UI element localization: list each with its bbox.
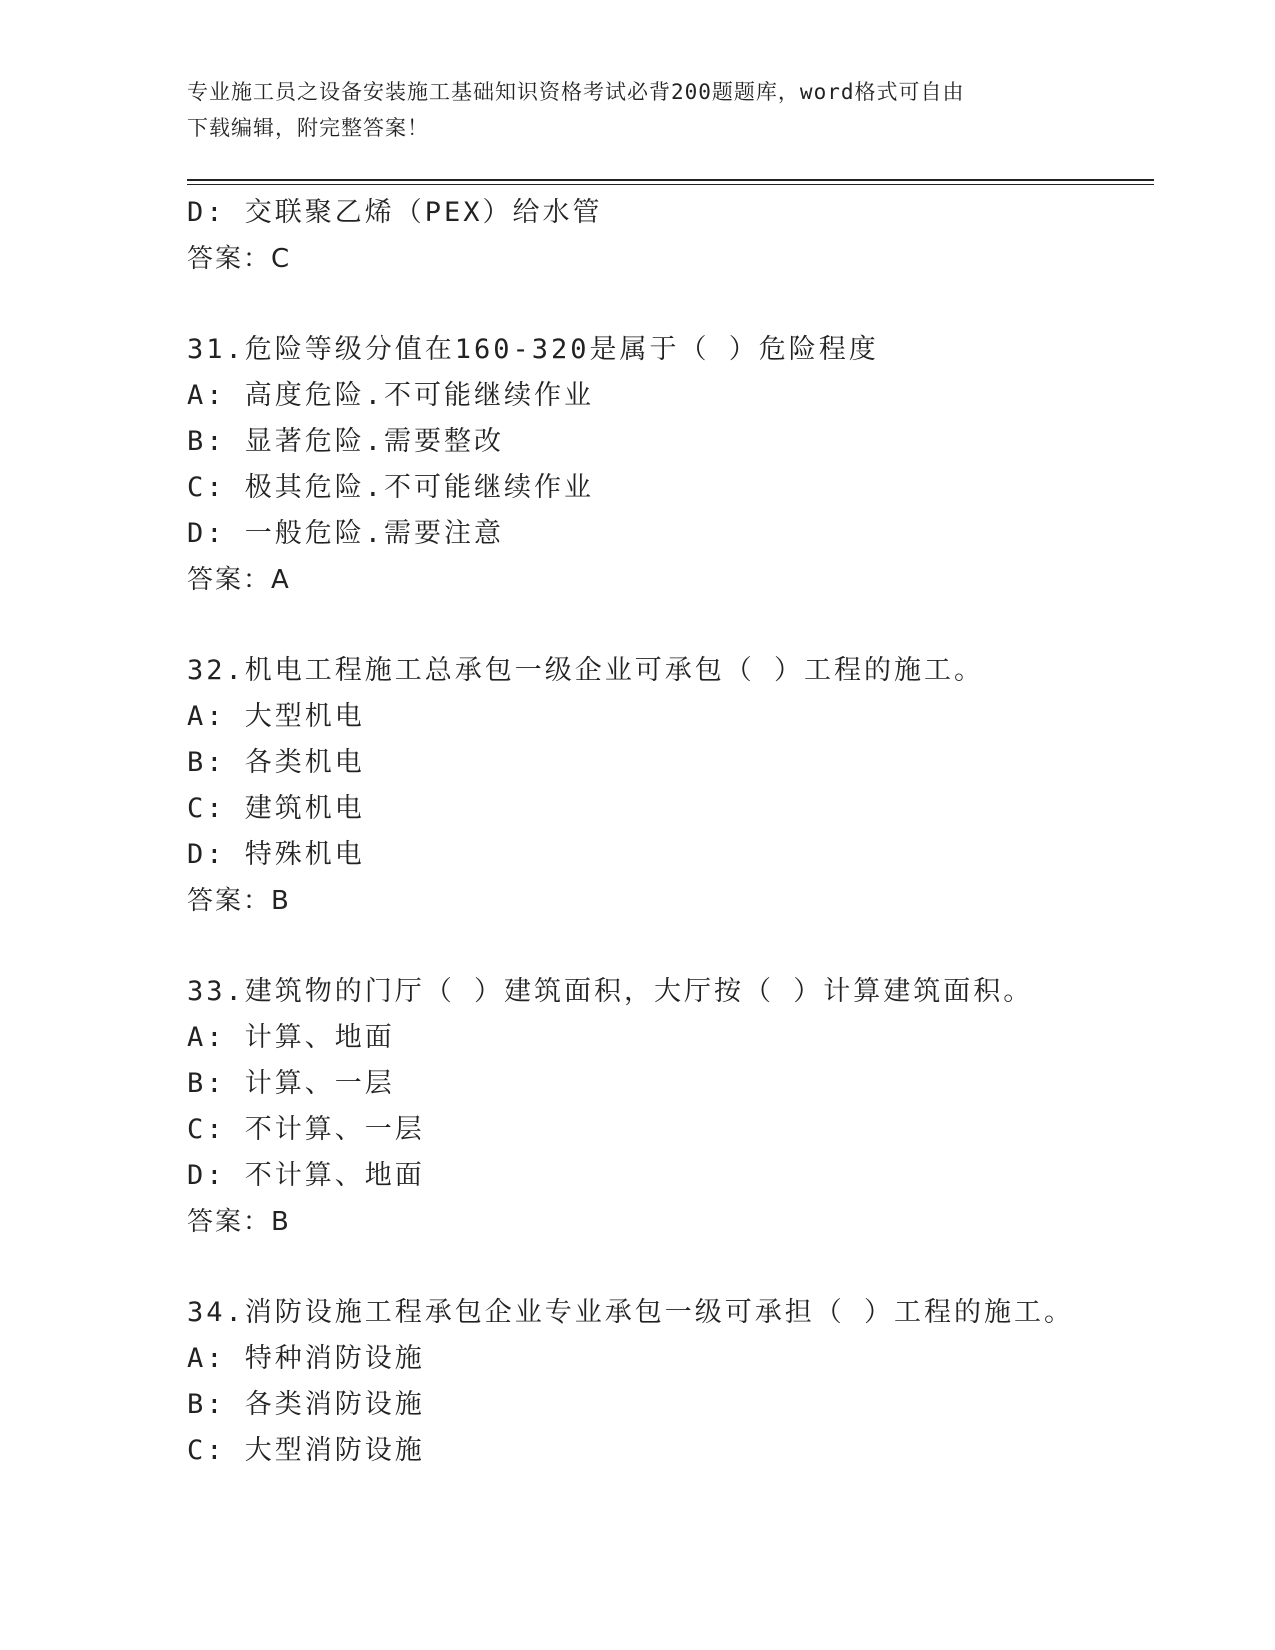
option-d: D: 交联聚乙烯（PEX）给水管 <box>187 197 603 228</box>
option-c: C: 不计算、一层 <box>187 1114 425 1145</box>
answer-line: 答案：B <box>187 1207 291 1237</box>
option-c: C: 建筑机电 <box>187 793 365 824</box>
answer-line: 答案：C <box>187 244 292 274</box>
option-a: A: 计算、地面 <box>187 1022 395 1053</box>
header-divider <box>187 179 1154 181</box>
question-stem: 33.建筑物的门厅（ ）建筑面积，大厅按（ ）计算建筑面积。 <box>187 976 1034 1007</box>
answer-line: 答案：B <box>187 886 291 916</box>
question-stem: 31.危险等级分值在160-320是属于（ ）危险程度 <box>187 334 879 365</box>
option-b: B: 显著危险.需要整改 <box>187 426 505 457</box>
option-b: B: 各类消防设施 <box>187 1389 425 1420</box>
option-b: B: 各类机电 <box>187 747 365 778</box>
option-c: C: 大型消防设施 <box>187 1435 425 1466</box>
option-c: C: 极其危险.不可能继续作业 <box>187 472 595 503</box>
option-d: D: 特殊机电 <box>187 839 365 870</box>
option-d: D: 一般危险.需要注意 <box>187 518 505 549</box>
header-divider-thin <box>187 184 1154 185</box>
option-d: D: 不计算、地面 <box>187 1160 425 1191</box>
option-a: A: 大型机电 <box>187 701 365 732</box>
option-a: A: 高度危险.不可能继续作业 <box>187 380 595 411</box>
question-stem: 34.消防设施工程承包企业专业承包一级可承担（ ）工程的施工。 <box>187 1297 1075 1328</box>
header-line-2: 下载编辑，附完整答案！ <box>187 116 429 140</box>
document-header <box>187 74 1087 146</box>
answer-line: 答案：A <box>187 565 291 595</box>
header-line-1: 专业施工员之设备安装施工基础知识资格考试必背200题题库，word格式可自由 <box>187 80 965 104</box>
question-stem: 32.机电工程施工总承包一级企业可承包（ ）工程的施工。 <box>187 655 985 686</box>
option-a: A: 特种消防设施 <box>187 1343 425 1374</box>
question-list <box>187 190 1147 1474</box>
option-b: B: 计算、一层 <box>187 1068 395 1099</box>
